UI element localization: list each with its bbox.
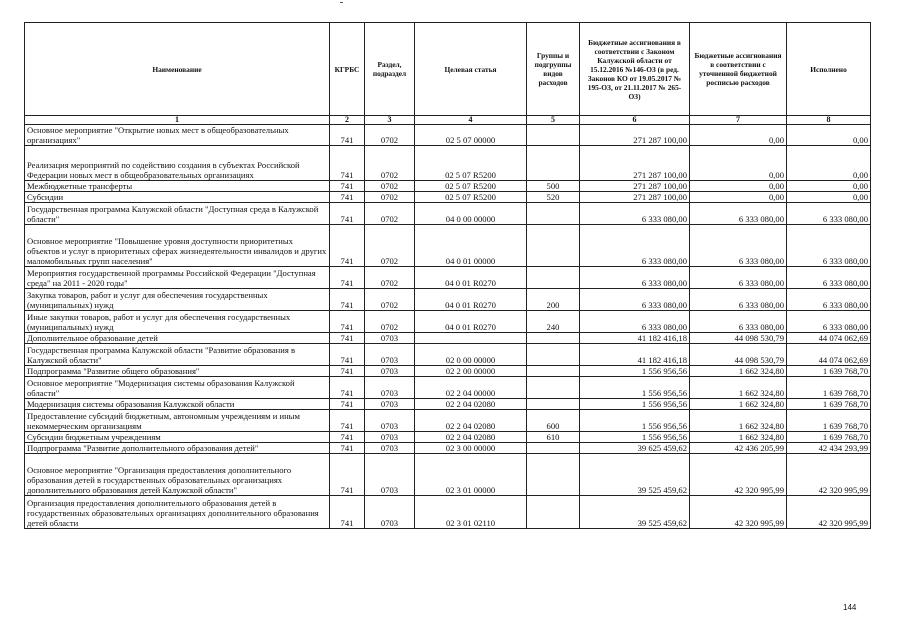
row-section: 0703 — [365, 377, 415, 399]
page-number: 144 — [843, 603, 857, 612]
row-refined: 42 320 995,99 — [690, 496, 787, 529]
row-section: 0702 — [365, 146, 415, 181]
row-section: 0702 — [365, 192, 415, 203]
row-executed: 6 333 080,00 — [787, 225, 871, 267]
row-refined: 42 320 995,99 — [690, 454, 787, 496]
row-target: 04 0 01 R0270 — [415, 267, 527, 289]
row-planned: 271 287 100,00 — [580, 146, 690, 181]
table-row — [25, 443, 871, 454]
row-target: 02 5 07 R5200 — [415, 181, 527, 192]
row-section: 0702 — [365, 181, 415, 192]
row-executed: 42 434 293,99 — [787, 443, 871, 454]
row-name: Мероприятия государственной программы Российской Федерации "Доступная среда" на 2011 - 2020 годы" — [25, 267, 330, 289]
row-section: 0703 — [365, 410, 415, 432]
table-row — [25, 454, 871, 496]
row-refined: 6 333 080,00 — [690, 203, 787, 225]
table-row — [25, 225, 871, 267]
table-row — [25, 410, 871, 432]
row-name: Государственная программа Калужской области "Развитие образования в Калужской области" — [25, 344, 330, 366]
row-executed: 1 639 768,70 — [787, 399, 871, 410]
row-executed: 42 320 995,99 — [787, 454, 871, 496]
row-section: 0702 — [365, 125, 415, 146]
row-name: Дополнительное образование детей — [25, 333, 330, 344]
row-group — [527, 496, 580, 529]
table-row — [25, 311, 871, 333]
row-target: 02 5 07 00000 — [415, 125, 527, 146]
row-section: 0703 — [365, 366, 415, 377]
row-group: 520 — [527, 192, 580, 203]
row-group: 600 — [527, 410, 580, 432]
row-target: 04 0 01 R0270 — [415, 311, 527, 333]
col-header-group: Группы и подгруппы видов расходов — [527, 23, 580, 116]
budget-table-sheet — [24, 22, 870, 529]
row-name: Государственная программа Калужской области "Доступная среда в Калужской области" — [25, 203, 330, 225]
row-planned: 271 287 100,00 — [580, 125, 690, 146]
row-target: 04 0 00 00000 — [415, 203, 527, 225]
row-refined: 1 662 324,80 — [690, 410, 787, 432]
col-number: 1 — [25, 116, 330, 125]
table-row — [25, 496, 871, 529]
row-kgrbs: 741 — [330, 311, 365, 333]
row-section: 0703 — [365, 344, 415, 366]
row-target: 02 3 01 02110 — [415, 496, 527, 529]
row-section: 0702 — [365, 203, 415, 225]
row-group — [527, 366, 580, 377]
row-planned: 6 333 080,00 — [580, 267, 690, 289]
table-row — [25, 203, 871, 225]
row-executed: 44 074 062,69 — [787, 333, 871, 344]
col-header-executed: Исполнено — [787, 23, 871, 116]
row-section: 0703 — [365, 399, 415, 410]
row-refined: 1 662 324,80 — [690, 366, 787, 377]
row-kgrbs: 741 — [330, 192, 365, 203]
row-group — [527, 267, 580, 289]
row-name: Основное мероприятие "Открытие новых мест в общеобразовательных организациях" — [25, 125, 330, 146]
row-group — [527, 344, 580, 366]
col-number: 5 — [527, 116, 580, 125]
col-header-target: Целевая статья — [415, 23, 527, 116]
row-name: Закупка товаров, работ и услуг для обеспечения государственных (муниципальных) нужд — [25, 289, 330, 311]
row-section: 0702 — [365, 311, 415, 333]
row-executed: 6 333 080,00 — [787, 289, 871, 311]
row-name: Иные закупки товаров, работ и услуг для обеспечения государственных (муниципальных) нужд — [25, 311, 330, 333]
row-refined: 0,00 — [690, 146, 787, 181]
row-planned: 1 556 956,56 — [580, 366, 690, 377]
row-target — [415, 333, 527, 344]
row-name: Подпрограмма "Развитие общего образования" — [25, 366, 330, 377]
row-group: 200 — [527, 289, 580, 311]
row-name: Субсидии — [25, 192, 330, 203]
table-row — [25, 432, 871, 443]
row-group — [527, 377, 580, 399]
col-header-section: Раздел, подраздел — [365, 23, 415, 116]
row-name: Межбюджетные трансферты — [25, 181, 330, 192]
table-header — [25, 23, 871, 125]
row-planned: 6 333 080,00 — [580, 225, 690, 267]
row-name: Модернизация системы образования Калужской области — [25, 399, 330, 410]
row-executed: 6 333 080,00 — [787, 311, 871, 333]
col-number: 7 — [690, 116, 787, 125]
row-kgrbs: 741 — [330, 366, 365, 377]
table-body — [25, 125, 871, 529]
row-refined: 44 098 530,79 — [690, 333, 787, 344]
row-planned: 1 556 956,56 — [580, 410, 690, 432]
row-executed: 6 333 080,00 — [787, 267, 871, 289]
col-number: 3 — [365, 116, 415, 125]
table-row — [25, 181, 871, 192]
row-name: Основное мероприятие "Модернизация системы образования Калужской области" — [25, 377, 330, 399]
row-refined: 42 436 205,99 — [690, 443, 787, 454]
row-target: 02 2 00 00000 — [415, 366, 527, 377]
row-section: 0703 — [365, 454, 415, 496]
row-refined: 0,00 — [690, 192, 787, 203]
row-refined: 1 662 324,80 — [690, 377, 787, 399]
row-planned: 1 556 956,56 — [580, 399, 690, 410]
row-group — [527, 146, 580, 181]
row-kgrbs: 741 — [330, 410, 365, 432]
row-target: 04 0 01 00000 — [415, 225, 527, 267]
row-refined: 0,00 — [690, 125, 787, 146]
col-header-name: Наименование — [25, 23, 330, 116]
table-row — [25, 366, 871, 377]
row-planned: 41 182 416,18 — [580, 333, 690, 344]
row-planned: 6 333 080,00 — [580, 289, 690, 311]
row-name: Субсидии бюджетным учреждениям — [25, 432, 330, 443]
row-planned: 1 556 956,56 — [580, 377, 690, 399]
table-row — [25, 399, 871, 410]
row-section: 0703 — [365, 333, 415, 344]
row-target: 04 0 01 R0270 — [415, 289, 527, 311]
row-name: Основное мероприятие "Повышение уровня доступности приоритетных объектов и услуг в приоритетных сферах жизнедеятельности инвалидов и других маломобильных групп населения" — [25, 225, 330, 267]
row-target: 02 0 00 00000 — [415, 344, 527, 366]
row-group — [527, 203, 580, 225]
table-row — [25, 289, 871, 311]
row-group: 610 — [527, 432, 580, 443]
row-kgrbs: 741 — [330, 267, 365, 289]
row-kgrbs: 741 — [330, 454, 365, 496]
row-kgrbs: 741 — [330, 289, 365, 311]
row-kgrbs: 741 — [330, 377, 365, 399]
row-kgrbs: 741 — [330, 146, 365, 181]
table-row — [25, 192, 871, 203]
row-target: 02 2 04 00000 — [415, 377, 527, 399]
row-kgrbs: 741 — [330, 181, 365, 192]
row-target: 02 3 00 00000 — [415, 443, 527, 454]
col-header-refined: Бюджетные ассигнования в соответствии с уточненной бюджетной росписью расходов — [690, 23, 787, 116]
row-executed: 0,00 — [787, 192, 871, 203]
col-header-planned: Бюджетные ассигнования в соответствии с Законом Калужской области от 15.12.2016 №146-ОЗ (в ред. Законов КО от 19.05.2017 № 195-ОЗ, от 21.11.2017 № 265-ОЗ) — [580, 23, 690, 116]
row-refined: 0,00 — [690, 181, 787, 192]
row-name: Предоставление субсидий бюджетным, автономным учреждениям и иным некоммерческим организациям — [25, 410, 330, 432]
row-planned: 39 525 459,62 — [580, 454, 690, 496]
row-kgrbs: 741 — [330, 225, 365, 267]
row-kgrbs: 741 — [330, 399, 365, 410]
row-group: 500 — [527, 181, 580, 192]
row-executed: 44 074 062,69 — [787, 344, 871, 366]
row-executed: 1 639 768,70 — [787, 432, 871, 443]
row-executed: 1 639 768,70 — [787, 377, 871, 399]
row-planned: 1 556 956,56 — [580, 432, 690, 443]
row-executed: 42 320 995,99 — [787, 496, 871, 529]
row-kgrbs: 741 — [330, 125, 365, 146]
row-planned: 39 525 459,62 — [580, 496, 690, 529]
row-kgrbs: 741 — [330, 443, 365, 454]
scan-mark — [340, 2, 343, 3]
row-kgrbs: 741 — [330, 344, 365, 366]
row-planned: 6 333 080,00 — [580, 311, 690, 333]
row-section: 0702 — [365, 225, 415, 267]
row-executed: 6 333 080,00 — [787, 203, 871, 225]
row-group — [527, 125, 580, 146]
col-number: 4 — [415, 116, 527, 125]
row-executed: 1 639 768,70 — [787, 410, 871, 432]
row-planned: 39 625 459,62 — [580, 443, 690, 454]
row-section: 0703 — [365, 432, 415, 443]
col-header-kgrbs: КГРБС — [330, 23, 365, 116]
row-section: 0702 — [365, 289, 415, 311]
row-refined: 44 098 530,79 — [690, 344, 787, 366]
row-name: Подпрограмма "Развитие дополнительного образования детей" — [25, 443, 330, 454]
row-refined: 6 333 080,00 — [690, 289, 787, 311]
row-name: Основное мероприятие "Организация предоставления дополнительного образования детей в государственных образовательных организациях дополнительного образования детей Калужской области" — [25, 454, 330, 496]
table-row — [25, 377, 871, 399]
row-target: 02 2 04 02080 — [415, 432, 527, 443]
row-kgrbs: 741 — [330, 333, 365, 344]
table-row — [25, 125, 871, 146]
row-kgrbs: 741 — [330, 432, 365, 443]
row-section: 0703 — [365, 496, 415, 529]
col-number: 2 — [330, 116, 365, 125]
row-refined: 1 662 324,80 — [690, 432, 787, 443]
row-group — [527, 454, 580, 496]
table-row — [25, 267, 871, 289]
col-number: 8 — [787, 116, 871, 125]
row-name: Реализация мероприятий по содействию создания в субъектах Российской Федерации новых мест в общеобразовательных организациях — [25, 146, 330, 181]
row-refined: 6 333 080,00 — [690, 225, 787, 267]
row-target: 02 2 04 02080 — [415, 410, 527, 432]
row-planned: 41 182 416,18 — [580, 344, 690, 366]
row-section: 0703 — [365, 443, 415, 454]
row-executed: 0,00 — [787, 146, 871, 181]
row-section: 0702 — [365, 267, 415, 289]
row-executed: 1 639 768,70 — [787, 366, 871, 377]
col-number: 6 — [580, 116, 690, 125]
row-executed: 0,00 — [787, 181, 871, 192]
row-target: 02 3 01 00000 — [415, 454, 527, 496]
row-executed: 0,00 — [787, 125, 871, 146]
row-target: 02 5 07 R5200 — [415, 146, 527, 181]
row-group — [527, 225, 580, 267]
row-target: 02 5 07 R5200 — [415, 192, 527, 203]
row-refined: 6 333 080,00 — [690, 267, 787, 289]
row-name: Организация предоставления дополнительного образования детей в государственных образовательных организациях дополнительного образования детей области — [25, 496, 330, 529]
budget-execution-table — [24, 22, 871, 529]
table-row — [25, 344, 871, 366]
table-row — [25, 333, 871, 344]
row-refined: 1 662 324,80 — [690, 399, 787, 410]
row-planned: 271 287 100,00 — [580, 181, 690, 192]
row-kgrbs: 741 — [330, 203, 365, 225]
table-row — [25, 146, 871, 181]
row-group: 240 — [527, 311, 580, 333]
row-kgrbs: 741 — [330, 496, 365, 529]
row-planned: 6 333 080,00 — [580, 203, 690, 225]
row-target: 02 2 04 02080 — [415, 399, 527, 410]
row-group — [527, 399, 580, 410]
row-planned: 271 287 100,00 — [580, 192, 690, 203]
row-group — [527, 443, 580, 454]
row-refined: 6 333 080,00 — [690, 311, 787, 333]
row-group — [527, 333, 580, 344]
